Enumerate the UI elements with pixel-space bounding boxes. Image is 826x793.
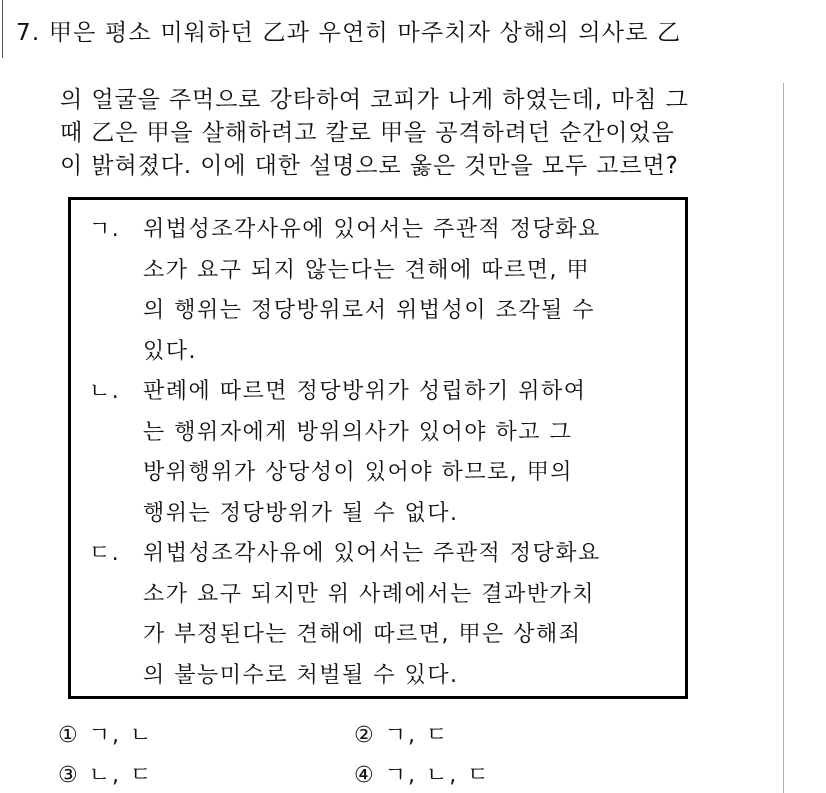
statement-line: 위법성조각사유에 있어서는 주관적 정당화요 — [143, 541, 601, 566]
statement-line: 위법성조각사유에 있어서는 주관적 정당화요 — [143, 217, 601, 242]
question-number: 7. — [16, 20, 41, 46]
statement-line: 판례에 따르면 정당방위가 성립하기 위하여 — [143, 379, 587, 404]
statement-mark: ㄱ. — [89, 217, 121, 242]
statement-mark: ㄴ. — [89, 379, 121, 404]
choice-1[interactable] — [58, 718, 153, 749]
statement-nieun — [89, 372, 601, 534]
statement-mark: ㄷ. — [89, 541, 121, 566]
statement-giyeok — [89, 210, 601, 372]
statement-line: 가 부정된다는 견해에 따르면, 甲은 상해죄 — [143, 622, 582, 647]
choice-text: ㄴ, ㄷ — [88, 763, 154, 788]
statement-line: 는 행위자에게 방위의사가 있어야 하고 그 — [143, 419, 573, 445]
choice-number: ② — [354, 723, 376, 748]
choice-4[interactable] — [354, 758, 490, 789]
question-text-line-1: 甲은 평소 미워하던 乙과 우연히 마주치자 상해의 의사로 乙 — [48, 20, 682, 46]
choice-number: ③ — [58, 763, 80, 788]
question-stem-continued — [60, 84, 689, 183]
column-divider-rule — [783, 83, 784, 793]
left-margin-rule — [2, 0, 3, 58]
question-text-line-4: 이 밝혀졌다. 이에 대한 설명으로 옳은 것만을 모두 고르면? — [60, 153, 679, 179]
choice-2[interactable] — [354, 718, 449, 749]
choice-3[interactable] — [58, 758, 153, 789]
statement-line: 방위행위가 상당성이 있어야 하므로, 甲의 — [143, 460, 573, 485]
statement-line: 소가 요구 되지만 위 사례에서는 결과반가치 — [143, 581, 596, 607]
choice-text: ㄱ, ㄷ — [384, 723, 450, 748]
choice-text: ㄱ, ㄴ, ㄷ — [384, 763, 491, 788]
statement-line: 의 불능미수로 처벌될 수 있다. — [143, 662, 459, 688]
choice-number: ④ — [354, 763, 376, 788]
choice-number: ① — [58, 723, 80, 748]
question-stem-first-line — [16, 14, 681, 47]
statements-box — [68, 197, 688, 699]
question-text-line-3: 때 乙은 甲을 살해하려고 칼로 甲을 공격하려던 순간이었음 — [60, 120, 675, 146]
choice-text: ㄱ, ㄴ — [88, 723, 154, 748]
statement-line: 의 행위는 정당방위로서 위법성이 조각될 수 — [143, 298, 596, 323]
question-text-line-2: 의 얼굴을 주먹으로 강타하여 코피가 나게 하였는데, 마침 그 — [60, 87, 689, 113]
statement-line: 행위는 정당방위가 될 수 없다. — [143, 500, 459, 526]
statement-digeut — [89, 534, 601, 696]
statement-line: 소가 요구 되지 않는다는 견해에 따르면, 甲 — [143, 257, 590, 283]
statement-line: 있다. — [143, 338, 197, 364]
